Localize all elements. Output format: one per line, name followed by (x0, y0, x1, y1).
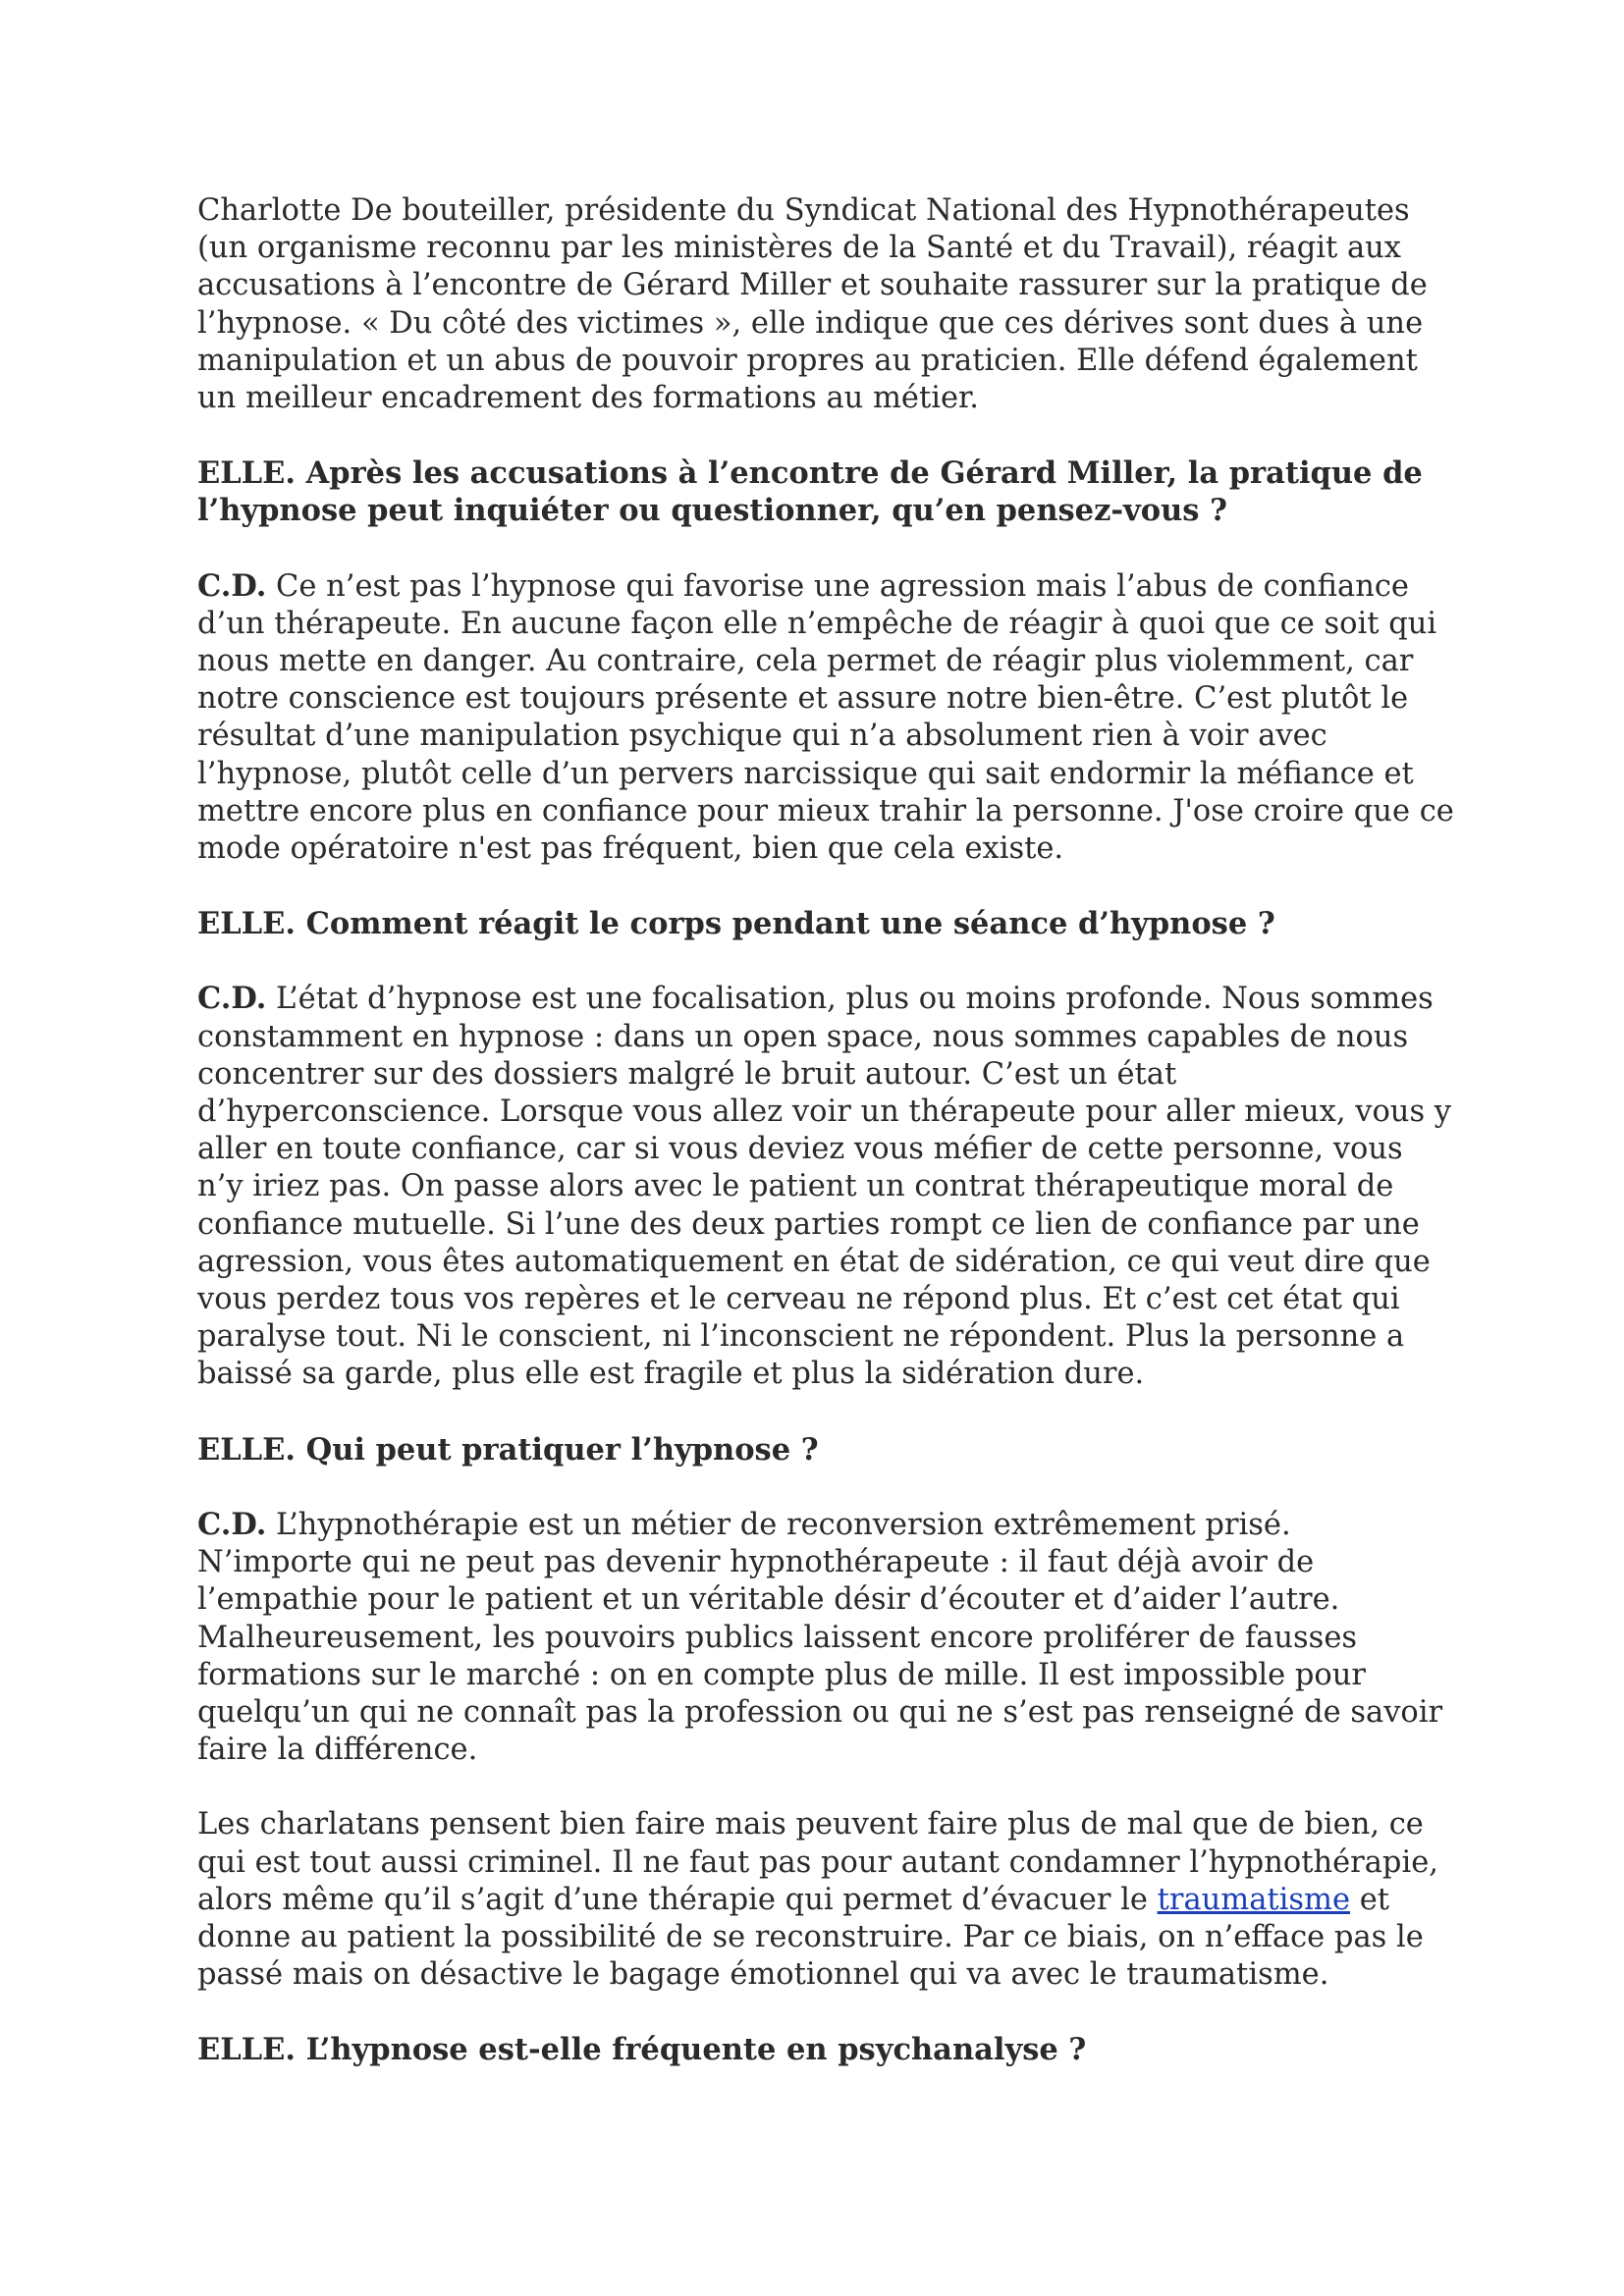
paragraph-charlatans (197, 1806, 1454, 1994)
question-2: ELLE. Comment réagit le corps pendant une séance d’hypnose ? (197, 906, 1275, 942)
traumatisme-link[interactable]: traumatisme (1157, 1882, 1351, 1917)
answer-1 (197, 567, 1454, 869)
question-4: ELLE. L’hypnose est-elle fréquente en psychanalyse ? (197, 2032, 1087, 2068)
intro-paragraph: Charlotte De bouteiller, présidente du Syndicat National des Hypnothérapeutes (un organisme reconnu par les ministères de la Santé et du Travail), réagit aux accusations à l’encontre de Gérard Miller et souhaite rassurer sur la pratique de l’hypnose. « Du côté des victimes », elle indique que ces dérives sont dues à une manipulation et un abus de pouvoir propres au praticien. Elle défend également un meilleur encadrement des formations au métier. (197, 193, 1428, 416)
question-1: ELLE. Après les accusations à l’encontre de Gérard Miller, la pratique de l’hypnose peut inquiéter ou questionner, qu’en pensez-vous ? (197, 455, 1423, 529)
answer-2 (197, 980, 1454, 1393)
answer-3 (197, 1506, 1454, 1769)
answer-1-text: Ce n’est pas l’hypnose qui favorise une agression mais l’abus de confiance d’un thérapeute. En aucune façon elle n’empêche de réagir à quoi que ce soit qui nous mette en danger. Au contraire, cela permet de réagir plus violemment, car notre conscience est toujours présente et assure notre bien-être. C’est plutôt le résultat d’une manipulation psychique qui n’a absolument rien à voir avec l’hypnose, plutôt celle d’un pervers narcissique qui sait endormir la méfiance et mettre encore plus en confiance pour mieux trahir la personne. J'ose croire que ce mode opératoire n'est pas fréquent, bien que cela existe. (197, 568, 1454, 867)
article-page (197, 192, 1454, 2107)
answer-2-speaker: C.D. (197, 981, 267, 1017)
paragraph-charlatans-after: et donne au patient la possibilité de se reconstruire. Par ce biais, on n’efface pas le passé mais on désactive le bagage émotionnel qui va avec le traumatisme. (197, 1882, 1424, 1993)
answer-3-text: L’hypnothérapie est un métier de reconversion extrêmement prisé. N’importe qui ne peut pas devenir hypnothérapeute : il faut déjà avoir de l’empathie pour le patient et un véritable désir d’écouter et d’aider l’autre. Malheureusement, les pouvoirs publics laissent encore proliférer de fausses formations sur le marché : on en compte plus de mille. Il est impossible pour quelqu’un qui ne connaît pas la profession ou qui ne s’est pas renseigné de savoir faire la différence. (197, 1507, 1443, 1768)
question-3: ELLE. Qui peut pratiquer l’hypnose ? (197, 1431, 819, 1468)
answer-1-speaker: C.D. (197, 567, 267, 604)
answer-2-text: L’état d’hypnose est une focalisation, plus ou moins profonde. Nous sommes constamment en hypnose : dans un open space, nous sommes capables de nous concentrer sur des dossiers malgré le bruit autour. C’est un état d’hyperconscience. Lorsque vous allez voir un thérapeute pour aller mieux, vous y aller en toute confiance, car si vous deviez vous méfier de cette personne, vous n’y iriez pas. On passe alors avec le patient un contrat thérapeutique moral de confiance mutuelle. Si l’une des deux parties rompt ce lien de confiance par une agression, vous êtes automatiquement en état de sidération, ce qui veut dire que vous perdez tous vos repères et le cerveau ne répond plus. Et c’est cet état qui paralyse tout. Ni le conscient, ni l’inconscient ne répondent. Plus la personne a baissé sa garde, plus elle est fragile et plus la sidération dure. (197, 982, 1452, 1392)
paragraph-charlatans-before: Les charlatans pensent bien faire mais peuvent faire plus de mal que de bien, ce qui est tout aussi criminel. Il ne faut pas pour autant condamner l’hypnothérapie, alors même qu’il s’agit d’une thérapie qui permet d’évacuer le (197, 1807, 1438, 1917)
answer-3-speaker: C.D. (197, 1506, 267, 1542)
